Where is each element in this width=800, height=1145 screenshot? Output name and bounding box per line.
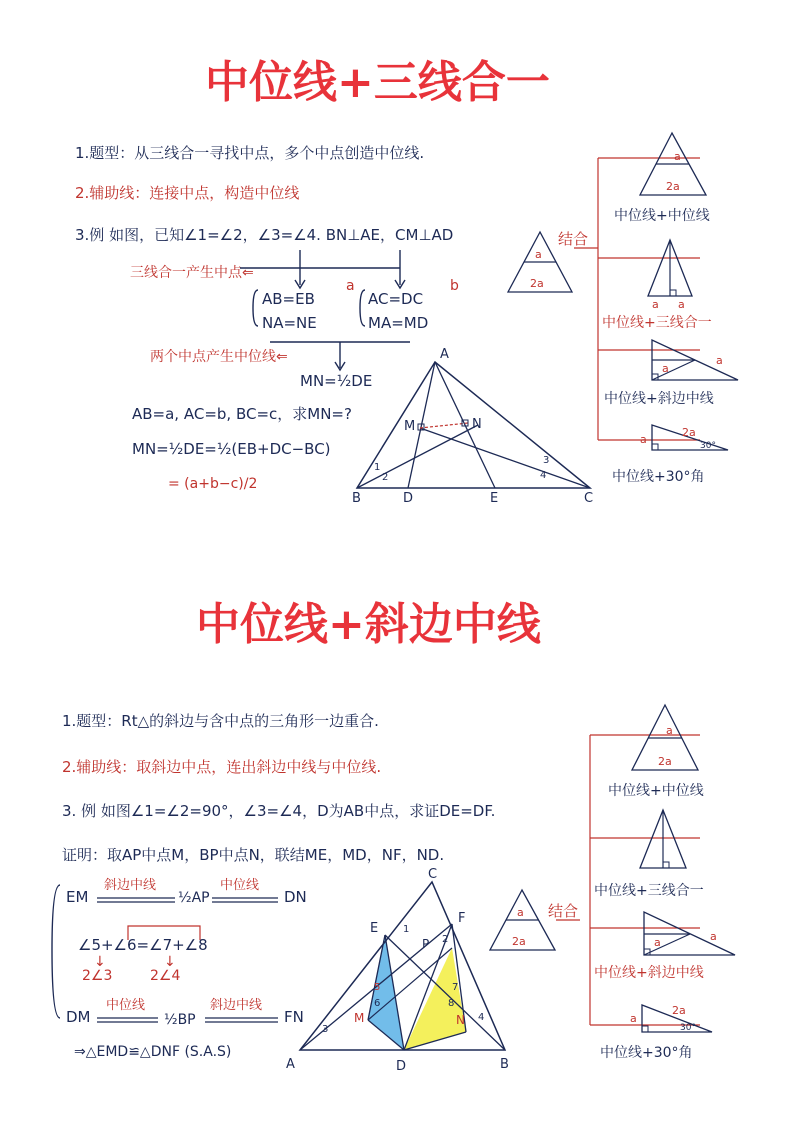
s2-opt1-top: a [666,724,673,737]
s1-pt-M: M [404,419,416,434]
s2-small-top: a [517,906,524,919]
s2-over4: 斜边中线 [210,998,263,1013]
s2-half-bp: ½BP [164,1012,196,1028]
s2-pt-N: N [456,1013,465,1027]
s2-small-bottom: 2a [512,935,526,948]
s1-label-b: b [450,278,459,294]
s2-em: EM [66,888,89,906]
s1-opt1-bottom: 2a [666,180,680,193]
s1-ang-2: 2 [382,472,389,483]
s2-step2: 2.辅助线：取斜边中点，连出斜边中线与中位线. [62,758,382,776]
s2-ang-2: 2 [442,934,449,945]
s1-ang-3: 3 [543,455,550,466]
s2-over1: 斜边中线 [104,878,157,893]
s1-opt3-label: 中位线+斜边中线 [604,391,714,407]
s2-over2: 中位线 [220,878,260,893]
s2-proof: 证明：取AP中点M，BP中点N，联结ME，MD，NF，ND. [62,846,445,864]
s1-pt-C: C [584,491,594,506]
s1-note-three-in-one: 三线合一产生中点⇐ [130,265,254,281]
s2-ang-1: 1 [403,924,410,935]
s1-result: = (a+b−c)/2 [168,476,258,492]
s2-angle23: 2∠3 [82,968,113,984]
s2-conclusion: ⇒△EMD≌△DNF (S.A.S) [74,1044,232,1060]
s2-pt-F: F [458,911,466,926]
s2-pt-M: M [354,1011,365,1025]
s2-angle24: 2∠4 [150,968,181,984]
s2-pt-B: B [500,1057,509,1072]
s2-ang-4: 4 [478,1012,485,1023]
s1-ang-1: 1 [374,462,381,473]
s2-opt1-bottom: 2a [658,755,672,768]
s1-opt2-left: a [652,298,659,311]
s2-pt-A: A [286,1057,295,1072]
s1-step3: 3.例 如图，已知∠1=∠2，∠3=∠4. BN⊥AE，CM⊥AD [75,226,454,244]
s2-opt4-label: 中位线+30°角 [600,1045,693,1061]
s2-ang-5: 5 [374,982,381,993]
s2-step3: 3. 例 如图∠1=∠2=90°，∠3=∠4，D为AB中点，求证DE=DF. [62,802,496,820]
s1-opt1-label: 中位线+中位线 [614,208,710,224]
s2-opt2-label: 中位线+三线合一 [594,883,704,899]
s1-opt4-hyp: 2a [682,426,696,439]
s2-opt3-label: 中位线+斜边中线 [594,965,704,981]
s2-opt3-right: a [710,930,717,943]
s1-pt-D: D [403,491,414,506]
s1-small-bottom: 2a [530,277,544,290]
s1-combine-label: 结合 [558,230,589,248]
s2-ang-6: 6 [374,998,381,1009]
s2-angles: ∠5+∠6=∠7+∠8 [78,936,208,954]
s2-pt-C: C [428,867,438,882]
s2-pt-D: D [396,1059,407,1074]
s1-note-two-midpoints: 两个中点产生中位线⇐ [150,349,288,365]
s1-step1: 1.题型：从三线合一寻找中点，多个中点创造中位线. [75,144,425,162]
s2-opt1-label: 中位线+中位线 [608,783,704,799]
s1-pt-E: E [490,491,499,506]
s1-opt3-right: a [716,354,723,367]
s1-opt2-right: a [678,298,685,311]
s2-arrow-1: ↓ [94,954,106,970]
s2-ang-3: 3 [322,1024,329,1035]
s1-opt4-angle: 30° [700,441,716,451]
s2-opt4-left: a [630,1012,637,1025]
s2-half-ap: ½AP [178,890,210,906]
s1-pt-N: N [472,417,482,432]
s1-eq-mn: MN=½DE [300,372,373,390]
s1-opt2-label: 中位线+三线合一 [602,315,712,331]
s2-combine-label: 结合 [548,902,579,920]
s2-opt3-left: a [654,936,661,949]
s2-dm: DM [66,1008,91,1026]
s1-opt4-label: 中位线+30°角 [612,469,705,485]
section2-title: 中位线+斜边中线 [196,599,541,650]
s1-small-top: a [535,248,542,261]
s2-over3: 中位线 [106,998,146,1013]
s2-step1: 1.题型：Rt△的斜边与含中点的三角形一边重合. [62,712,379,730]
s1-pt-B: B [352,491,361,506]
s2-pt-E: E [370,921,379,936]
s1-eq-ab-eb: AB=EB [262,290,315,308]
s2-dn: DN [284,888,307,906]
s1-label-a: a [346,278,355,294]
s1-opt3-left: a [662,362,669,375]
s2-ang-8: 8 [448,998,455,1009]
s1-eq-ac-dc: AC=DC [368,290,424,308]
s1-eq-na-ne: NA=NE [262,314,317,332]
s2-opt4-angle: 30° [680,1023,696,1033]
s1-given: AB=a, AC=b, BC=c，求MN=? [132,405,352,423]
s1-opt4-left: a [640,433,647,446]
s2-fn: FN [284,1008,304,1026]
s2-pt-P: P [422,937,430,951]
s1-opt1-top: a [674,150,681,163]
s1-eq-expand: MN=½DE=½(EB+DC−BC) [132,440,331,458]
s2-ang-7: 7 [452,982,459,993]
s1-step2: 2.辅助线：连接中点，构造中位线 [75,184,300,202]
s1-ang-4: 4 [540,470,547,481]
s1-eq-ma-md: MA=MD [368,314,429,332]
s2-opt4-hyp: 2a [672,1004,686,1017]
s2-arrow-2: ↓ [164,954,176,970]
section1-title: 中位线+三线合一 [205,57,550,108]
s1-pt-A: A [440,347,449,362]
